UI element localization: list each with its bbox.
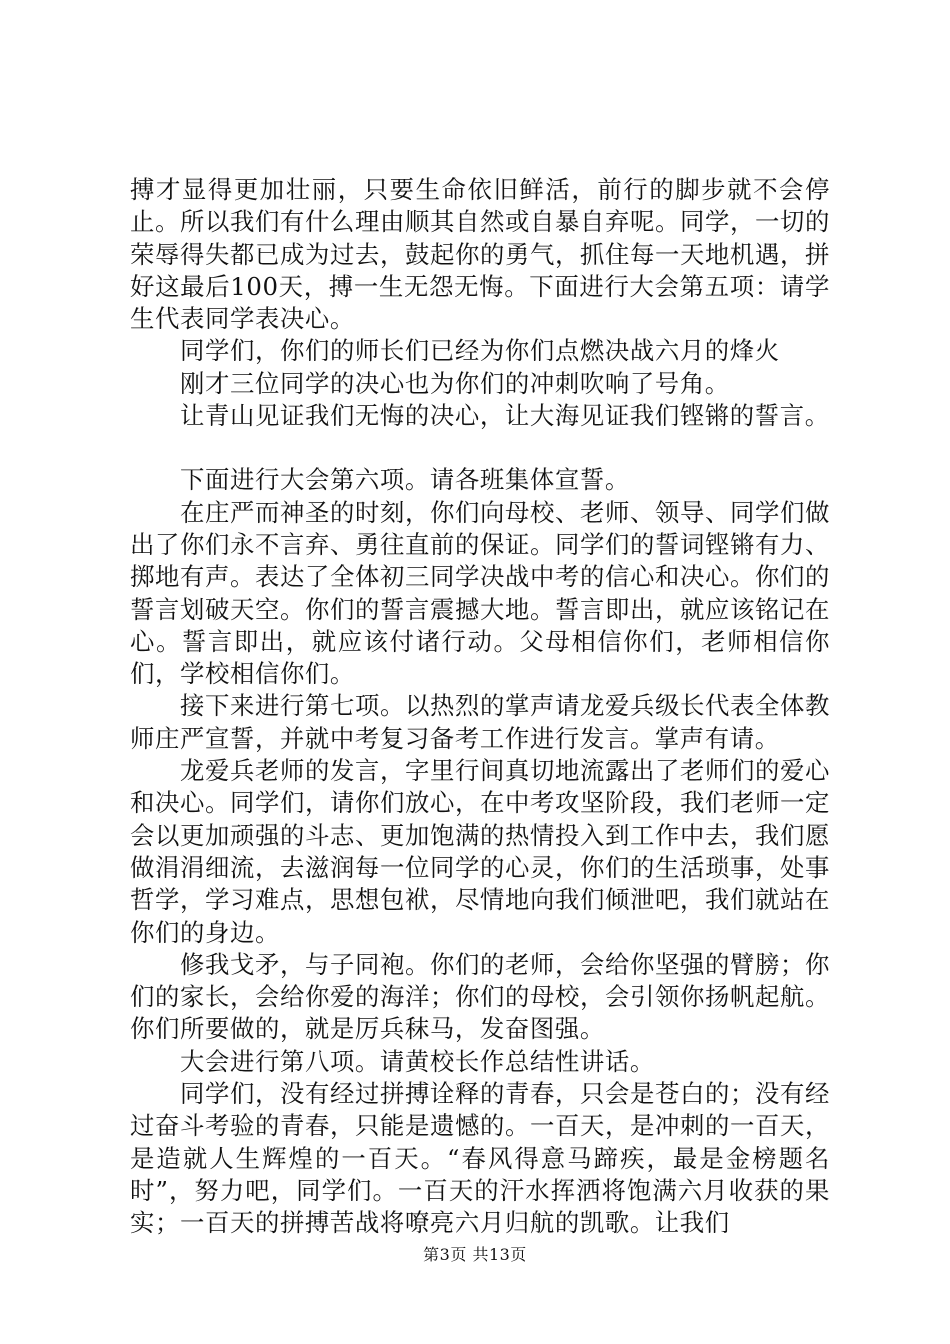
- paragraph-7: 接下来进行第七项。以热烈的掌声请龙爱兵级长代表全体教师庄严宣誓，并就中考复习备考工作进行发言。掌声有请。: [130, 691, 830, 753]
- paragraph-9: 修我戈矛，与子同袍。你们的老师，会给你坚强的臂膀；你们的家长，会给你爱的海洋；你们的母校，会引领你扬帆起航。你们所要做的，就是厉兵秣马，发奋图强。: [130, 949, 830, 1044]
- paragraph-4: 让青山见证我们无悔的决心，让大海见证我们铿锵的誓言。: [180, 401, 830, 431]
- page-footer: 第3页 共13页: [423, 1245, 527, 1264]
- paragraph-3: 刚才三位同学的决心也为你们的冲刺吹响了号角。: [180, 368, 730, 398]
- paragraph-2: 同学们，你们的师长们已经为你们点燃决战六月的烽火: [180, 336, 780, 366]
- paragraph-1: 搏才显得更加壮丽，只要生命依旧鲜活，前行的脚步就不会停止。所以我们有什么理由顺其自然或自暴自弃呢。同学，一切的荣辱得失都已成为过去，鼓起你的勇气，抓住每一天地机遇，拼好这最后100天，搏一生无怨无悔。下面进行大会第五项：请学生代表同学表决心。: [130, 175, 830, 334]
- paragraph-8: 龙爱兵老师的发言，字里行间真切地流露出了老师们的爱心和决心。同学们，请你们放心，在中考攻坚阶段，我们老师一定会以更加顽强的斗志、更加饱满的热情投入到工作中去，我们愿做涓涓细流，去滋润每一位同学的心灵，你们的生活琐事，处事哲学，学习难点，思想包袱，尽情地向我们倾泄吧，我们就站在你们的身边。: [130, 756, 830, 947]
- document-body: [130, 174, 830, 1240]
- paragraph-10: 大会进行第八项。请黄校长作总结性讲话。: [180, 1046, 655, 1076]
- paragraph-6: 在庄严而神圣的时刻，你们向母校、老师、领导、同学们做出了你们永不言弃、勇往直前的保证。同学们的誓词铿锵有力、掷地有声。表达了全体初三同学决战中考的信心和决心。你们的誓言划破天空。你们的誓言震撼大地。誓言即出，就应该铭记在心。誓言即出，就应该付诸行动。父母相信你们，老师相信你们，学校相信你们。: [130, 497, 830, 689]
- paragraph-11: 同学们，没有经过拼搏诠释的青春，只会是苍白的；没有经过奋斗考验的青春，只能是遗憾的。一百天，是冲刺的一百天，是造就人生辉煌的一百天。“春风得意马蹄疾，最是金榜题名时”，努力吧，同学们。一百天的汗水挥洒将饱满六月收获的果实；一百天的拼搏苦战将嘹亮六月归航的凯歌。让我们: [130, 1079, 830, 1238]
- paragraph-5: 下面进行大会第六项。请各班集体宣誓。: [180, 465, 630, 495]
